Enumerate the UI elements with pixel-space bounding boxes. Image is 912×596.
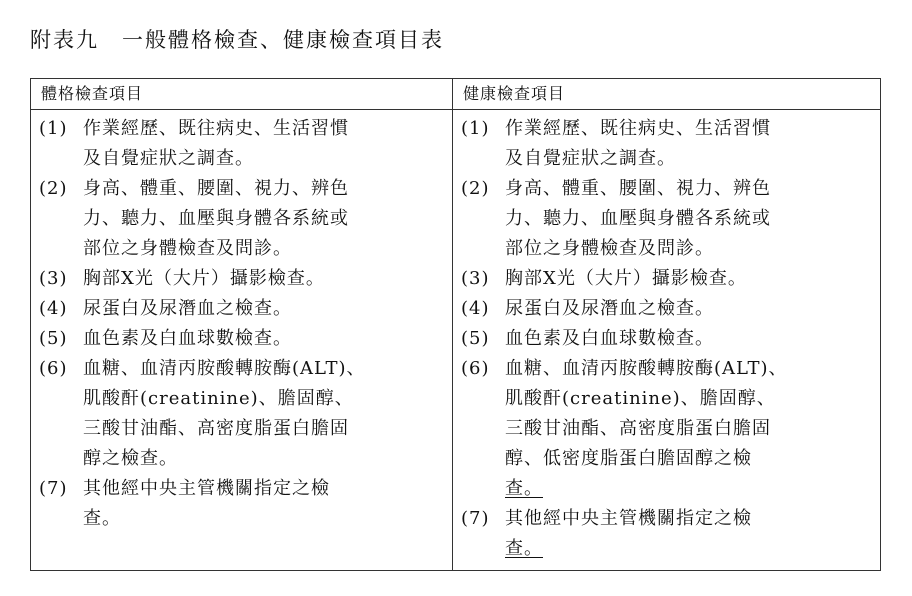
list-item	[461, 174, 872, 264]
item-number: (7)	[39, 478, 68, 499]
list-item	[39, 474, 444, 534]
list-item	[461, 504, 872, 564]
table-body-row	[31, 110, 881, 571]
item-line: 力、聽力、血壓與身體各系統或	[83, 208, 349, 229]
item-line: 身高、體重、腰圍、視力、辨色	[505, 178, 771, 199]
item-line: 作業經歷、既往病史、生活習慣	[505, 118, 771, 139]
list-item	[461, 114, 872, 174]
item-line: 胸部X光（大片）攝影檢查。	[83, 268, 325, 289]
list-item	[461, 354, 872, 504]
item-number: (6)	[461, 358, 490, 379]
item-line: 胸部X光（大片）攝影檢查。	[505, 268, 747, 289]
item-line: 肌酸酐(creatinine)、膽固醇、	[505, 388, 776, 409]
item-number: (1)	[39, 118, 68, 139]
list-item	[39, 264, 444, 294]
item-line: 尿蛋白及尿潛血之檢查。	[83, 298, 292, 319]
item-line: 查。	[505, 538, 543, 559]
item-line: 血糖、血清丙胺酸轉胺酶(ALT)、	[505, 358, 788, 379]
physical-exam-items-cell	[31, 110, 453, 571]
item-line: 血色素及白血球數檢查。	[505, 328, 714, 349]
item-number: (7)	[461, 508, 490, 529]
table-header-row	[31, 79, 881, 110]
health-exam-items-cell	[453, 110, 881, 571]
header-physical-exam: 體格檢查項目	[31, 79, 453, 110]
item-line: 其他經中央主管機關指定之檢	[505, 508, 752, 529]
item-line: 查。	[83, 508, 121, 529]
list-item	[39, 114, 444, 174]
header-health-exam: 健康檢查項目	[453, 79, 881, 110]
list-item	[461, 324, 872, 354]
list-item	[39, 354, 444, 474]
item-line: 及自覺症狀之調查。	[505, 148, 676, 169]
item-number: (2)	[39, 178, 68, 199]
item-number: (3)	[461, 268, 490, 289]
item-line: 查。	[505, 478, 543, 499]
list-item	[461, 294, 872, 324]
item-line: 部位之身體檢查及問診。	[505, 238, 714, 259]
item-number: (5)	[461, 328, 490, 349]
list-item	[461, 264, 872, 294]
list-item	[39, 294, 444, 324]
item-line: 三酸甘油酯、高密度脂蛋白膽固	[505, 418, 771, 439]
item-line: 醇、低密度脂蛋白膽固醇之檢	[505, 448, 752, 469]
item-number: (1)	[461, 118, 490, 139]
item-line: 其他經中央主管機關指定之檢	[83, 478, 330, 499]
item-line: 部位之身體檢查及問診。	[83, 238, 292, 259]
item-line: 作業經歷、既往病史、生活習慣	[83, 118, 349, 139]
item-line: 血色素及白血球數檢查。	[83, 328, 292, 349]
item-number: (3)	[39, 268, 68, 289]
item-line: 及自覺症狀之調查。	[83, 148, 254, 169]
item-line: 力、聽力、血壓與身體各系統或	[505, 208, 771, 229]
list-item	[39, 324, 444, 354]
item-line: 醇之檢查。	[83, 448, 178, 469]
exam-items-table	[30, 78, 881, 571]
item-line: 身高、體重、腰圍、視力、辨色	[83, 178, 349, 199]
item-line: 三酸甘油酯、高密度脂蛋白膽固	[83, 418, 349, 439]
item-number: (2)	[461, 178, 490, 199]
item-number: (5)	[39, 328, 68, 349]
item-number: (4)	[461, 298, 490, 319]
document-title: 附表九 一般體格檢查、健康檢查項目表	[30, 28, 444, 52]
item-number: (4)	[39, 298, 68, 319]
item-line: 尿蛋白及尿潛血之檢查。	[505, 298, 714, 319]
item-number: (6)	[39, 358, 68, 379]
item-line: 血糖、血清丙胺酸轉胺酶(ALT)、	[83, 358, 366, 379]
list-item	[39, 174, 444, 264]
item-line: 肌酸酐(creatinine)、膽固醇、	[83, 388, 354, 409]
